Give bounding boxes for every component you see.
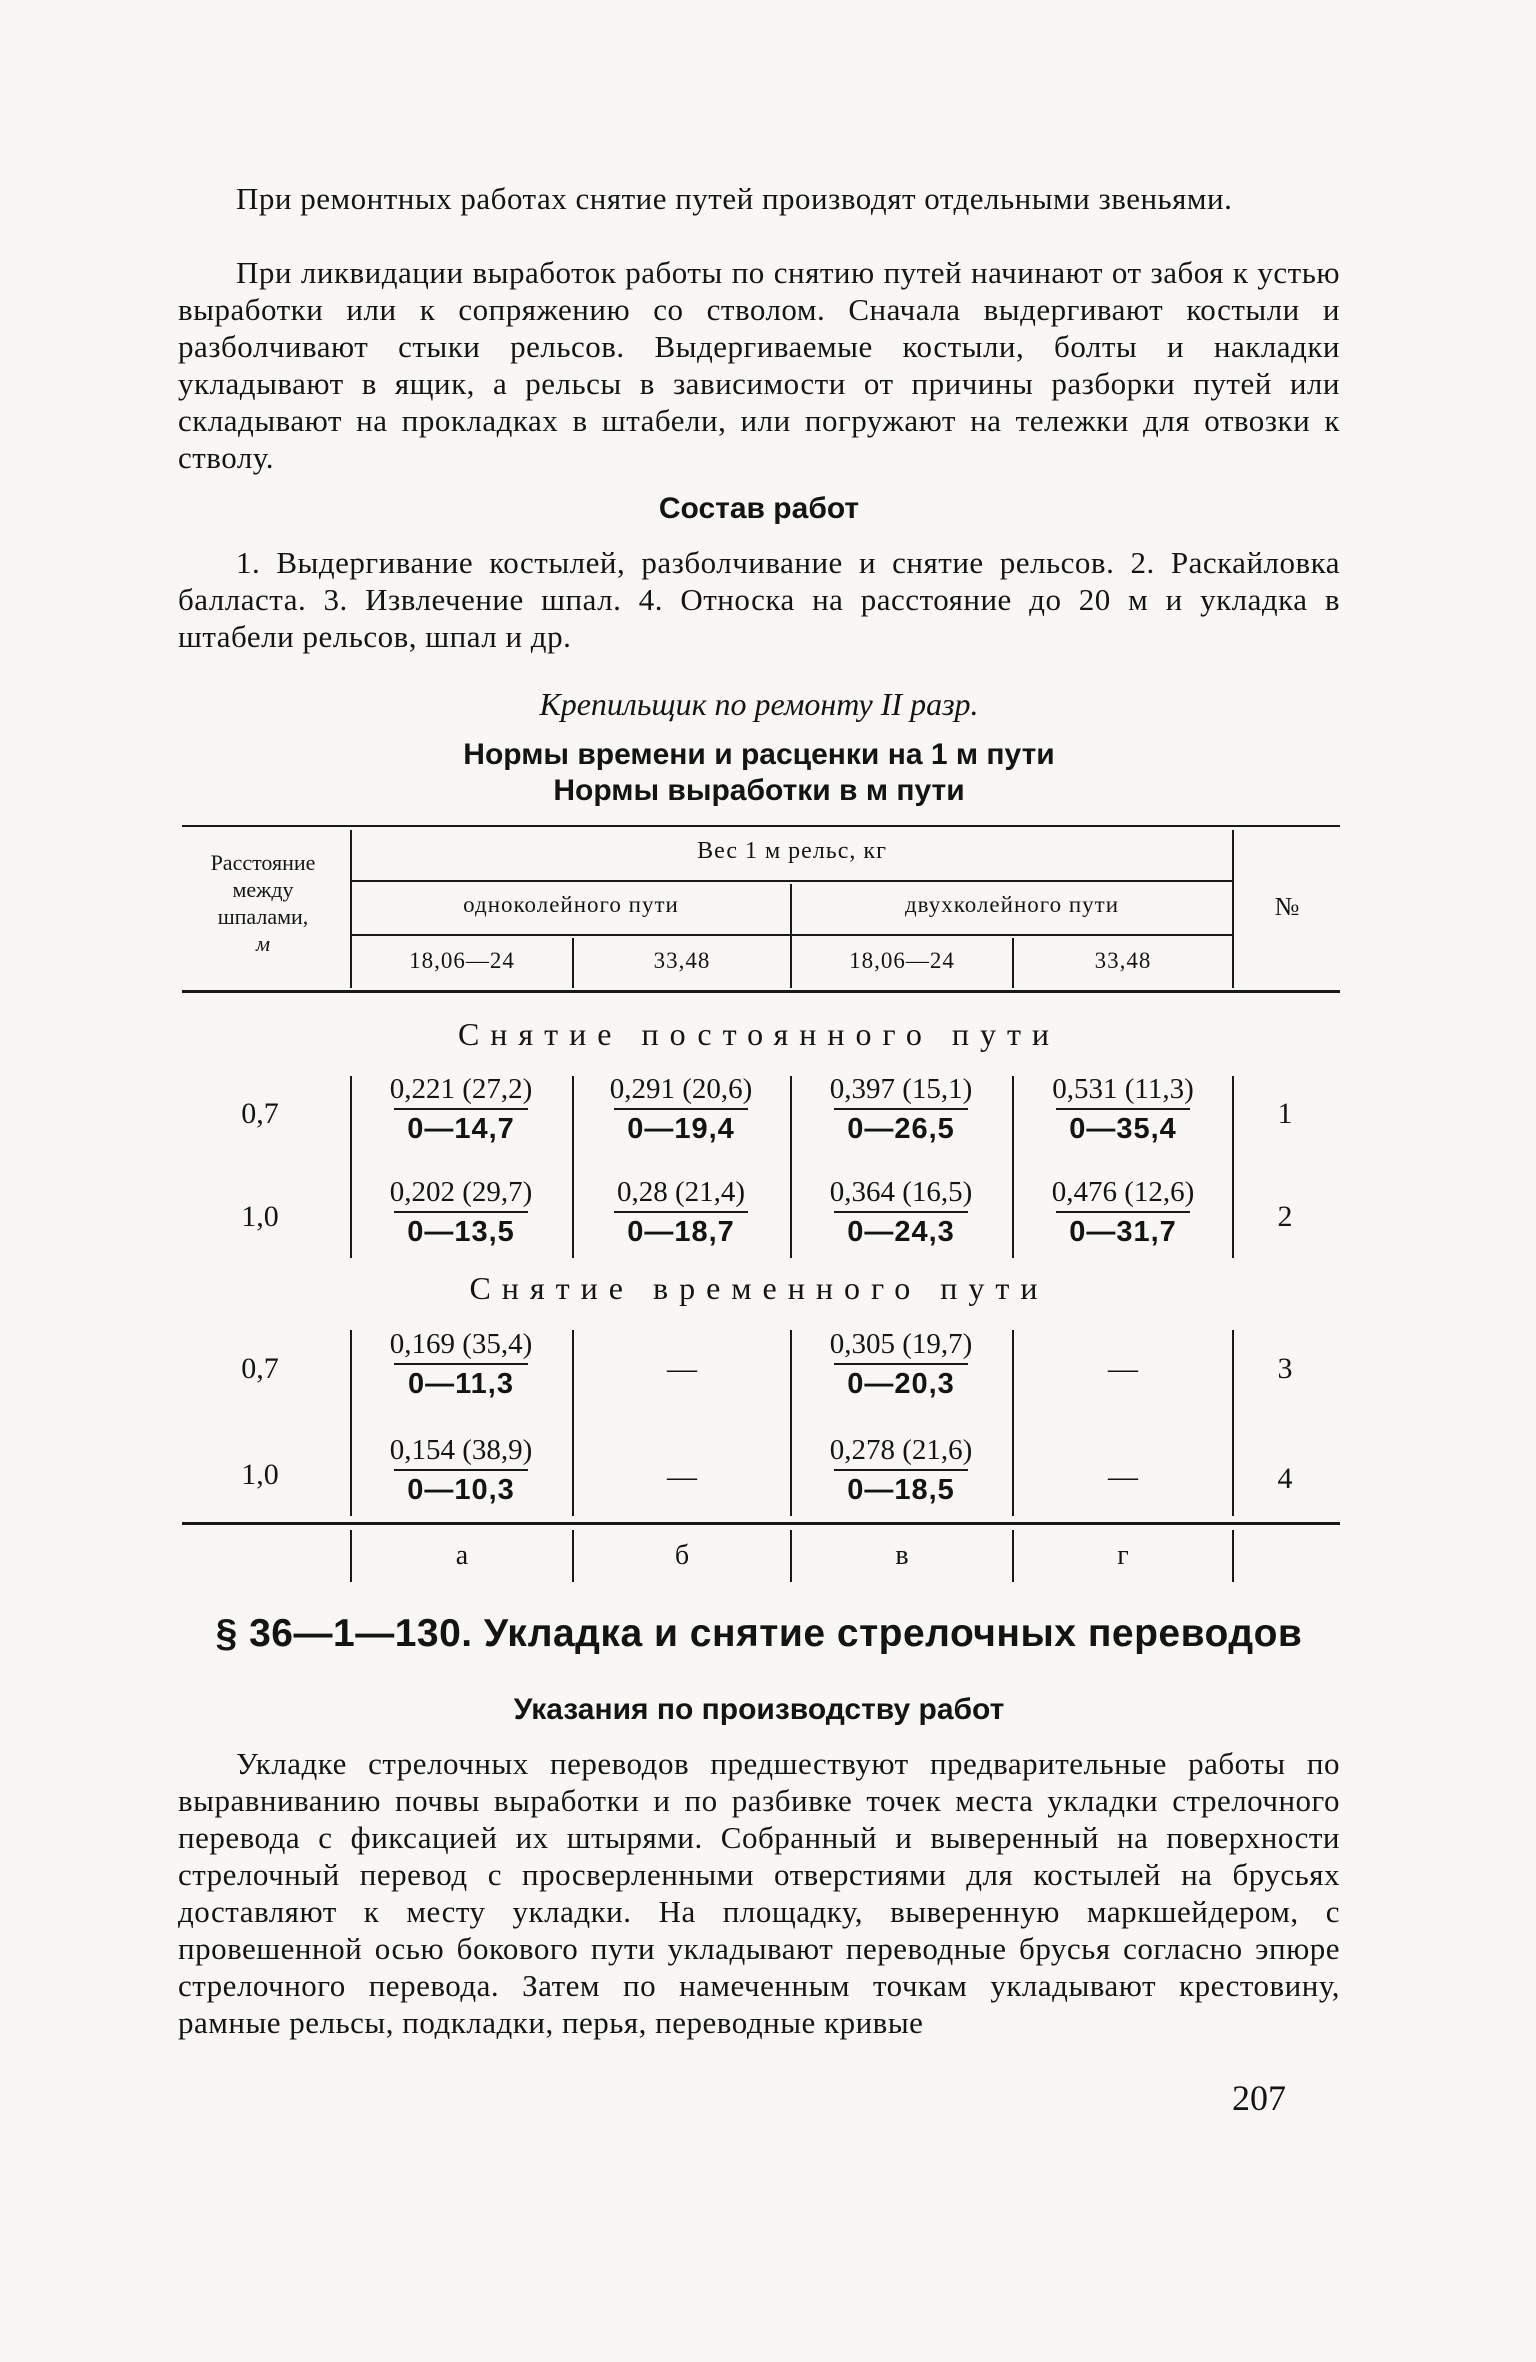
column-label-c: в — [895, 1540, 909, 1571]
weight-col-b: 33,48 — [653, 948, 711, 973]
row4-distance: 1,0 — [241, 1458, 279, 1491]
section-permanent-track: Снятие постоянного пути — [457, 1016, 1061, 1052]
rowhead-line-2: между — [232, 877, 294, 902]
composition-title: Состав работ — [658, 492, 860, 525]
worker-grade: Крепильщик по ремонту II разр. — [539, 686, 979, 722]
row4-cell-a-price: 0—10,3 — [407, 1474, 515, 1506]
row3-cell-c — [826, 1325, 976, 1403]
row2-cell-a-price: 0—13,5 — [407, 1216, 515, 1248]
row1-cell-d-price: 0—35,4 — [1069, 1113, 1177, 1145]
row2-cell-b-rate: 0,28 (21,4) — [616, 1176, 746, 1208]
row2-cell-b — [606, 1173, 756, 1251]
row4-cell-a — [386, 1431, 536, 1509]
rowhead-line-3: шпалами, — [217, 904, 309, 929]
column-label-a: а — [455, 1540, 469, 1571]
row2-cell-a-rate: 0,202 (29,7) — [389, 1176, 533, 1208]
row3-number: 3 — [1277, 1352, 1293, 1385]
weight-col-d: 33,48 — [1094, 948, 1152, 973]
track-header-rule — [352, 934, 1234, 936]
row1-cell-c — [826, 1070, 976, 1148]
row2-number: 2 — [1277, 1200, 1293, 1233]
row1-cell-a-price: 0—14,7 — [407, 1113, 515, 1145]
row4-cell-a-rate: 0,154 (38,9) — [389, 1434, 533, 1466]
weight-col-c: 18,06—24 — [849, 948, 955, 973]
row3-cell-a — [386, 1325, 536, 1403]
composition-text: 1. Выдергивание костылей, разболчивание и снятие рельсов. 2. Раскайловка балласта. 3. Извлечение шпал. 4. Относка на расстояние до 20 м и укладка в штабели рельсов, шпал и др. — [178, 545, 1340, 654]
weight-header: Вес 1 м рельс, кг — [697, 838, 887, 864]
row2-cell-c — [826, 1173, 976, 1251]
rowhead-line-4: м — [255, 931, 271, 956]
double-track-header: двухколейного пути — [904, 892, 1120, 917]
row4-cell-c — [826, 1431, 976, 1509]
row3-cell-d-dash: — — [1108, 1352, 1138, 1385]
row4-cell-c-rate: 0,278 (21,6) — [829, 1434, 973, 1466]
vline-s2-3 — [790, 1330, 792, 1516]
row2-cell-d-price: 0—31,7 — [1069, 1216, 1177, 1248]
row1-distance: 0,7 — [241, 1097, 279, 1130]
section-temporary-track: Снятие временного пути — [469, 1270, 1049, 1306]
row3-cell-b-dash: — — [667, 1352, 697, 1385]
row1-cell-c-price: 0—26,5 — [847, 1113, 955, 1145]
row3-distance: 0,7 — [241, 1352, 279, 1385]
weight-col-a: 18,06—24 — [409, 948, 515, 973]
paragraph-repair: При ремонтных работах снятие путей производят отдельными звеньями. — [236, 181, 1233, 216]
row1-cell-d-rate: 0,531 (11,3) — [1052, 1073, 1194, 1105]
row1-cell-c-rate: 0,397 (15,1) — [829, 1073, 973, 1105]
table-bottom-rule — [182, 1522, 1340, 1525]
vline-foot-5 — [1232, 1530, 1234, 1582]
vline-s1-1 — [350, 1076, 352, 1258]
row4-number: 4 — [1277, 1462, 1293, 1495]
row4-cell-c-price: 0—18,5 — [847, 1474, 955, 1506]
paragraph-liquidation: При ликвидации выработок работы по снятию путей начинают от забоя к устью выработки или к сопряжению со стволом. Сначала выдергивают костыли и разболчивают стыки рельсов. Выдергиваемые костыли, болты и накладки укладывают в ящик, а рельсы в зависимости от причины разборки путей или складывают на прокладках в штабели, или погружают на тележки для отвозки к стволу. — [178, 255, 1340, 475]
row4-cell-d-dash: — — [1108, 1460, 1138, 1493]
single-track-header: одноколейного пути — [463, 892, 679, 917]
row2-cell-d — [1048, 1173, 1198, 1251]
instructions-title: Указания по производству работ — [513, 1693, 1005, 1726]
column-label-b: б — [674, 1540, 690, 1571]
row1-cell-a — [386, 1070, 536, 1148]
row2-cell-c-price: 0—24,3 — [847, 1216, 955, 1248]
column-label-d: г — [1117, 1540, 1129, 1571]
header-bottom-rule — [182, 990, 1340, 993]
vline-s1-3 — [790, 1076, 792, 1258]
row1-cell-d — [1048, 1070, 1198, 1148]
number-header: № — [1274, 892, 1300, 921]
section-heading: § 36—1—130. Укладка и снятие стрелочных переводов — [215, 1612, 1303, 1655]
rowhead-line-1: Расстояние — [210, 850, 316, 875]
row1-cell-b — [606, 1070, 756, 1148]
row2-distance: 1,0 — [241, 1200, 279, 1233]
row3-cell-c-rate: 0,305 (19,7) — [829, 1328, 973, 1360]
row1-cell-b-rate: 0,291 (20,6) — [609, 1073, 753, 1105]
vline-s1-4 — [1012, 1076, 1014, 1258]
row1-cell-a-rate: 0,221 (27,2) — [389, 1073, 533, 1105]
instructions-text: Укладке стрелочных переводов предшествуют предварительные работы по выравниванию почвы выработки и по разбивке точек места укладки стрелочного перевода с фиксацией их штырями. Собранный и выверенный на поверхности стрелочный перевод с просверленными отверстиями для костылей на брусьях доставляют к месту укладки. На площадку, выверенную маркшейдером, с провешенной осью бокового пути укладывают переводные брусья согласно эпюре стрелочного перевода. Затем по намеченным точкам укладывают крестовину, рамные рельсы, подкладки, перья, переводные кривые — [178, 1746, 1340, 2040]
vline-s1-2 — [572, 1076, 574, 1258]
norms-title-1: Нормы времени и расценки на 1 м пути — [463, 738, 1055, 771]
row3-cell-c-price: 0—20,3 — [847, 1368, 955, 1400]
vline-s2-1 — [350, 1330, 352, 1516]
page-number: 207 — [1232, 2078, 1286, 2118]
row4-cell-b-dash: — — [667, 1460, 697, 1493]
table-top-rule — [182, 825, 1340, 827]
row1-cell-b-price: 0—19,4 — [627, 1113, 735, 1145]
weight-header-rule — [352, 880, 1234, 882]
row3-cell-a-price: 0—11,3 — [408, 1368, 514, 1400]
row2-cell-b-price: 0—18,7 — [627, 1216, 735, 1248]
row2-cell-a — [386, 1173, 536, 1251]
row2-cell-d-rate: 0,476 (12,6) — [1051, 1176, 1195, 1208]
norms-title-2: Нормы выработки в м пути — [553, 774, 965, 807]
row2-cell-c-rate: 0,364 (16,5) — [829, 1176, 973, 1208]
row1-number: 1 — [1277, 1097, 1293, 1130]
row3-cell-a-rate: 0,169 (35,4) — [389, 1328, 533, 1360]
